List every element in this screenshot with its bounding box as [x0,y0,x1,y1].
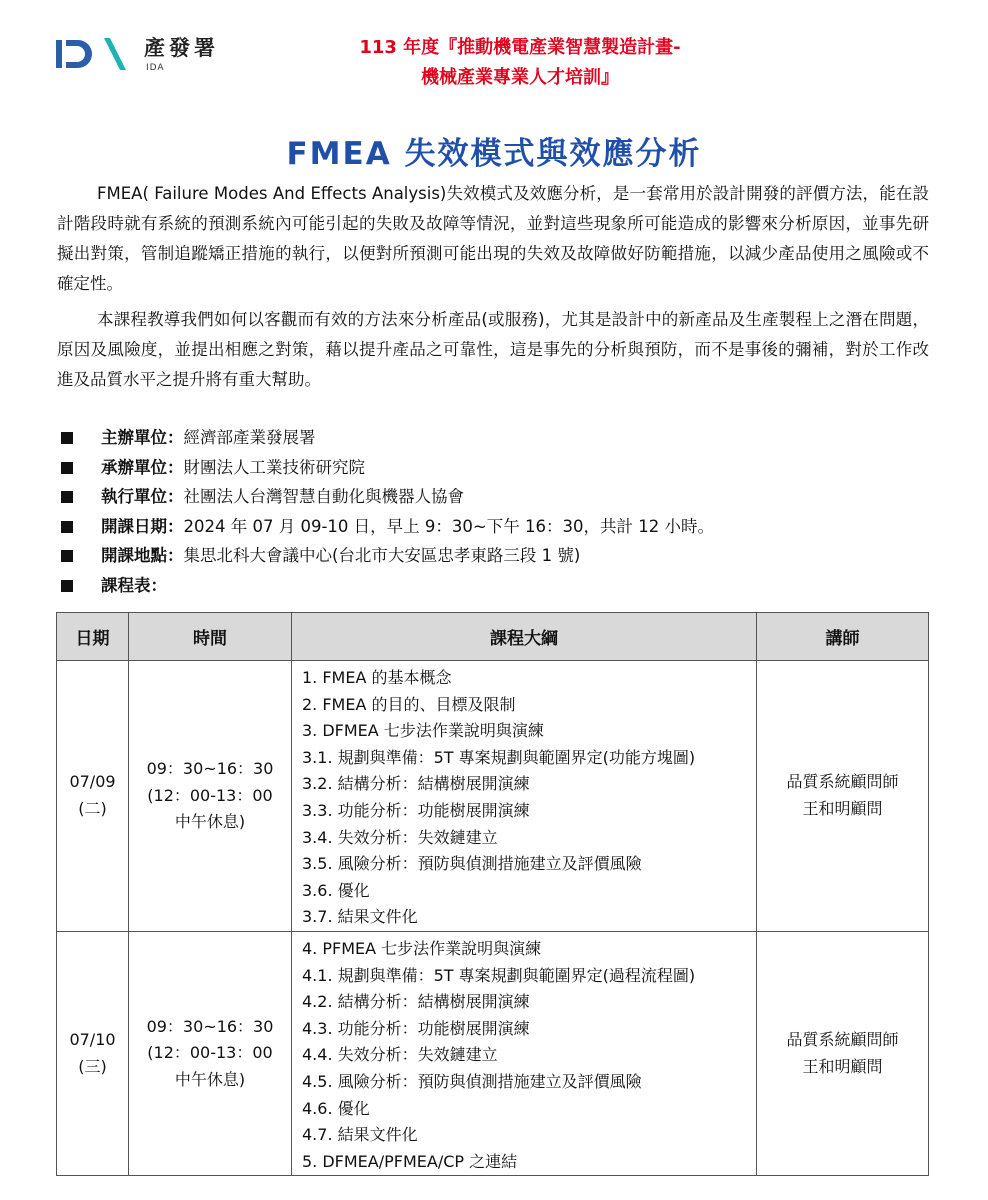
date-cell [57,661,129,932]
instructor-name: 王和明顧問 [802,798,883,818]
info-schedule-heading [57,571,929,601]
info-value: 2024 年 07 月 09-10 日，早上 9：30~下午 16：30，共計 12 小時。 [183,516,714,536]
logo-english-name: IDA [146,63,165,73]
date: 07/09 [69,772,116,792]
table-row [57,661,929,932]
document-title: FMEA 失效模式與效應分析 [286,136,702,172]
instructor-title: 品質系統顧問師 [786,772,899,792]
outline-item: 4.5. 風險分析：預防與偵測措施建立及評價風險 [302,1071,642,1091]
info-value: 社團法人台灣智慧自動化與機器人協會 [183,487,464,506]
info-value: 財團法人工業技術研究院 [183,457,365,477]
info-label: 開課地點： [101,546,184,565]
outline-item: 4.2. 結構分析：結構樹展開演練 [302,992,530,1012]
outline-item: 3.5. 風險分析：預防與偵測措施建立及評價風險 [302,854,642,874]
info-value: 經濟部產業發展署 [183,428,316,447]
square-bullet-icon [61,521,73,533]
break-label: 中午休息) [174,812,246,832]
date-cell [57,931,129,1175]
outline-item: 3. DFMEA 七步法作業說明與演練 [302,721,544,741]
outline-item: 3.1. 規劃與準備：5T 專案規劃與範圍界定(功能方塊圖) [302,747,696,767]
instructor-title: 品質系統顧問師 [786,1030,899,1050]
schedule-table [56,612,929,1176]
break-time: (12：00-13：00 [147,1043,273,1063]
break-label: 中午休息) [174,1069,246,1089]
header-time: 時間 [129,613,292,661]
session-time: 09：30~16：30 [146,759,274,779]
ida-logo-mark-icon [56,34,130,74]
instructor-cell [757,661,929,932]
time-cell [129,661,292,932]
info-organizer [57,423,929,453]
info-label: 承辦單位： [101,457,184,477]
outline-item: 3.7. 結果文件化 [302,907,418,927]
program-title [300,33,740,93]
outline-item: 4. PFMEA 七步法作業說明與演練 [302,938,542,958]
square-bullet-icon [61,432,73,444]
introduction [57,179,929,401]
square-bullet-icon [61,580,73,592]
table-row [57,931,929,1175]
instructor-name: 王和明顧問 [802,1056,883,1076]
page-header [0,0,988,110]
ida-logo [56,32,246,82]
info-label: 執行單位： [101,487,184,506]
session-time: 09：30~16：30 [146,1016,274,1036]
intro-paragraph: FMEA( Failure Modes And Effects Analysis)失效模式及效應分析，是一套常用於設計開發的評價方法，能在設計階段時就有系統的預測系統內可能引起的失敗及故障等情況，並對這些現象所可能造成的影響來分析原因，並事先研擬出對策，管制追蹤矯正措施的執行，以便對所預測可能出現的失效及故障做好防範措施，以減少產品使用之風險或不確定性。 [57,184,929,293]
info-label: 主辦單位： [101,428,184,447]
outline-item: 3.4. 失效分析：失效鏈建立 [302,827,498,847]
square-bullet-icon [61,462,73,474]
info-host [57,453,929,483]
outline-item: 4.3. 功能分析：功能樹展開演練 [302,1018,530,1038]
outline-item: 4.6. 優化 [302,1098,370,1118]
program-title-line-1: 113 年度『推動機電產業智慧製造計畫- [359,37,681,58]
square-bullet-icon [61,491,73,503]
weekday: (二) [78,798,107,818]
outline-item: 5. DFMEA/PFMEA/CP 之連結 [302,1151,518,1171]
header-instructor: 講師 [757,613,929,661]
outline-item: 4.4. 失效分析：失效鏈建立 [302,1045,498,1065]
header-outline: 課程大綱 [292,613,757,661]
outline-item: 3.3. 功能分析：功能樹展開演練 [302,800,530,820]
outline-item: 1. FMEA 的基本概念 [302,668,452,687]
info-label: 開課日期： [101,516,184,536]
info-value: 集思北科大會議中心(台北市大安區忠孝東路三段 1 號) [183,546,581,565]
outline-item: 2. FMEA 的目的、目標及限制 [302,694,516,714]
info-location [57,541,929,571]
outline-item: 3.2. 結構分析：結構樹展開演練 [302,774,530,794]
info-executor [57,482,929,512]
intro-paragraph: 本課程教導我們如何以客觀而有效的方法來分析產品(或服務)，尤其是設計中的新產品及生產製程上之潛在問題，原因及風險度，並提出相應之對策，藉以提升產品之可靠性，這是事先的分析與預防，而不是事後的彌補，對於工作改進及品質水平之提升將有重大幫助。 [57,310,929,389]
outline-item: 3.6. 優化 [302,880,370,900]
date: 07/10 [69,1030,116,1050]
outline-cell [292,931,757,1175]
time-cell [129,931,292,1175]
instructor-cell [757,931,929,1175]
break-time: (12：00-13：00 [147,785,273,805]
table-header-row [57,613,929,661]
program-title-line-2: 機械產業專業人才培訓』 [421,67,619,88]
weekday: (三) [78,1056,107,1076]
info-label: 課程表： [101,575,167,595]
header-date: 日期 [57,613,129,661]
outline-cell [292,661,757,932]
outline-item: 4.7. 結果文件化 [302,1125,418,1145]
info-date [57,512,929,542]
square-bullet-icon [61,550,73,562]
outline-item: 4.1. 規劃與準備：5T 專案規劃與範圍界定(過程流程圖) [302,965,696,985]
logo-chinese-name: 產發署 [144,36,219,60]
course-info-list [57,423,929,600]
